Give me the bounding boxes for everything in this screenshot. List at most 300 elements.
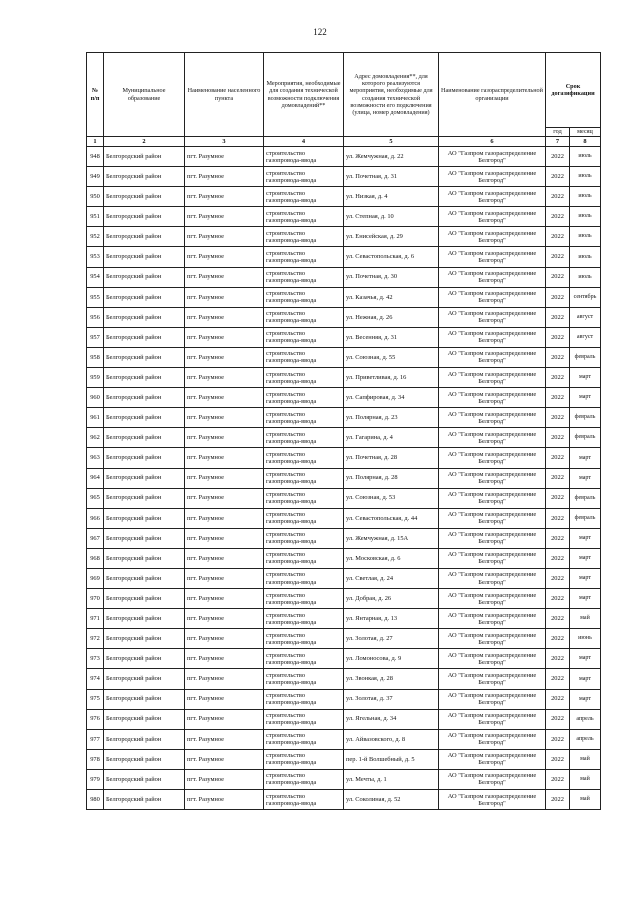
- header-settlement: Наименование населенного пункта: [185, 53, 264, 137]
- cell-addr: ул. Степная, д. 10: [344, 207, 439, 227]
- cell-act: строительство газопровода-ввода: [264, 307, 344, 327]
- cell-mun: Белгородский район: [104, 347, 185, 367]
- table-row: [87, 689, 601, 709]
- cell-set: пгт. Разумное: [185, 669, 264, 689]
- table-header: [87, 53, 601, 147]
- cell-month: март: [570, 468, 601, 488]
- cell-set: пгт. Разумное: [185, 307, 264, 327]
- cell-year: 2022: [546, 147, 570, 167]
- cell-org: АО "Газпром газораспределение Белгород": [439, 428, 546, 448]
- cell-n: 978: [87, 749, 104, 769]
- cell-n: 975: [87, 689, 104, 709]
- cell-addr: ул. Звонкая, д. 28: [344, 669, 439, 689]
- cell-mun: Белгородский район: [104, 388, 185, 408]
- cell-month: июль: [570, 187, 601, 207]
- cell-set: пгт. Разумное: [185, 428, 264, 448]
- cell-n: 976: [87, 709, 104, 729]
- column-index-cell: 1: [87, 137, 104, 147]
- cell-act: строительство газопровода-ввода: [264, 649, 344, 669]
- column-index-cell: 7: [546, 137, 570, 147]
- cell-year: 2022: [546, 187, 570, 207]
- cell-n: 971: [87, 609, 104, 629]
- cell-year: 2022: [546, 769, 570, 789]
- cell-org: АО "Газпром газораспределение Белгород": [439, 669, 546, 689]
- cell-addr: ул. Золотая, д. 27: [344, 629, 439, 649]
- cell-mun: Белгородский район: [104, 307, 185, 327]
- cell-month: апрель: [570, 729, 601, 749]
- cell-n: 948: [87, 147, 104, 167]
- cell-org: АО "Газпром газораспределение Белгород": [439, 247, 546, 267]
- cell-n: 954: [87, 267, 104, 287]
- cell-org: АО "Газпром газораспределение Белгород": [439, 408, 546, 428]
- table-row: [87, 769, 601, 789]
- cell-mun: Белгородский район: [104, 528, 185, 548]
- header-address: Адрес домовладения**, для которого реализуются мероприятия, необходимые для создания технической возможности его подключения (улица, номер домовладения): [344, 53, 439, 137]
- cell-addr: ул. Севастопольская, д. 6: [344, 247, 439, 267]
- column-index-cell: 6: [439, 137, 546, 147]
- cell-addr: ул. Нежная, д. 26: [344, 307, 439, 327]
- column-index-cell: 4: [264, 137, 344, 147]
- cell-month: февраль: [570, 488, 601, 508]
- cell-act: строительство газопровода-ввода: [264, 428, 344, 448]
- cell-year: 2022: [546, 448, 570, 468]
- cell-org: АО "Газпром газораспределение Белгород": [439, 347, 546, 367]
- cell-n: 973: [87, 649, 104, 669]
- cell-org: АО "Газпром газораспределение Белгород": [439, 729, 546, 749]
- header-deadline: Срок догазификации: [546, 53, 601, 128]
- cell-month: сентябрь: [570, 287, 601, 307]
- cell-act: строительство газопровода-ввода: [264, 749, 344, 769]
- table-row: [87, 669, 601, 689]
- cell-set: пгт. Разумное: [185, 649, 264, 669]
- cell-month: июль: [570, 147, 601, 167]
- cell-org: АО "Газпром газораспределение Белгород": [439, 147, 546, 167]
- cell-n: 960: [87, 388, 104, 408]
- header-num: № п/п: [87, 53, 104, 137]
- cell-addr: ул. Низкая, д. 4: [344, 187, 439, 207]
- cell-n: 962: [87, 428, 104, 448]
- cell-act: строительство газопровода-ввода: [264, 368, 344, 388]
- cell-year: 2022: [546, 709, 570, 729]
- cell-addr: ул. Ломоносова, д. 9: [344, 649, 439, 669]
- cell-month: май: [570, 790, 601, 810]
- cell-month: февраль: [570, 428, 601, 448]
- cell-org: АО "Газпром газораспределение Белгород": [439, 227, 546, 247]
- cell-act: строительство газопровода-ввода: [264, 347, 344, 367]
- cell-set: пгт. Разумное: [185, 609, 264, 629]
- cell-set: пгт. Разумное: [185, 769, 264, 789]
- cell-year: 2022: [546, 227, 570, 247]
- cell-set: пгт. Разумное: [185, 267, 264, 287]
- cell-org: АО "Газпром газораспределение Белгород": [439, 790, 546, 810]
- cell-act: строительство газопровода-ввода: [264, 790, 344, 810]
- table-row: [87, 488, 601, 508]
- cell-month: июль: [570, 267, 601, 287]
- cell-n: 955: [87, 287, 104, 307]
- cell-mun: Белгородский район: [104, 267, 185, 287]
- cell-n: 970: [87, 589, 104, 609]
- cell-month: февраль: [570, 508, 601, 528]
- cell-set: пгт. Разумное: [185, 528, 264, 548]
- cell-mun: Белгородский район: [104, 368, 185, 388]
- cell-set: пгт. Разумное: [185, 368, 264, 388]
- cell-set: пгт. Разумное: [185, 327, 264, 347]
- table-row: [87, 629, 601, 649]
- cell-act: строительство газопровода-ввода: [264, 729, 344, 749]
- cell-set: пгт. Разумное: [185, 468, 264, 488]
- cell-year: 2022: [546, 347, 570, 367]
- cell-month: март: [570, 528, 601, 548]
- table-row: [87, 729, 601, 749]
- cell-act: строительство газопровода-ввода: [264, 589, 344, 609]
- cell-act: строительство газопровода-ввода: [264, 287, 344, 307]
- cell-n: 949: [87, 167, 104, 187]
- cell-set: пгт. Разумное: [185, 207, 264, 227]
- cell-org: АО "Газпром газораспределение Белгород": [439, 528, 546, 548]
- cell-act: строительство газопровода-ввода: [264, 227, 344, 247]
- cell-mun: Белгородский район: [104, 609, 185, 629]
- cell-set: пгт. Разумное: [185, 147, 264, 167]
- cell-n: 963: [87, 448, 104, 468]
- cell-n: 964: [87, 468, 104, 488]
- cell-mun: Белгородский район: [104, 227, 185, 247]
- gasification-table: [86, 52, 601, 810]
- cell-org: АО "Газпром газораспределение Белгород": [439, 307, 546, 327]
- table-row: [87, 147, 601, 167]
- cell-set: пгт. Разумное: [185, 629, 264, 649]
- cell-month: июль: [570, 207, 601, 227]
- cell-year: 2022: [546, 428, 570, 448]
- cell-month: июль: [570, 167, 601, 187]
- cell-org: АО "Газпром газораспределение Белгород": [439, 287, 546, 307]
- table-row: [87, 327, 601, 347]
- cell-mun: Белгородский район: [104, 187, 185, 207]
- cell-act: строительство газопровода-ввода: [264, 629, 344, 649]
- cell-year: 2022: [546, 689, 570, 709]
- cell-org: АО "Газпром газораспределение Белгород": [439, 709, 546, 729]
- cell-mun: Белгородский район: [104, 669, 185, 689]
- cell-addr: ул. Золотая, д. 37: [344, 689, 439, 709]
- cell-act: строительство газопровода-ввода: [264, 769, 344, 789]
- table-row: [87, 368, 601, 388]
- cell-act: строительство газопровода-ввода: [264, 388, 344, 408]
- cell-org: АО "Газпром газораспределение Белгород": [439, 568, 546, 588]
- header-month: месяц: [570, 128, 601, 137]
- cell-month: август: [570, 327, 601, 347]
- table-row: [87, 468, 601, 488]
- cell-set: пгт. Разумное: [185, 287, 264, 307]
- cell-year: 2022: [546, 649, 570, 669]
- cell-set: пгт. Разумное: [185, 227, 264, 247]
- cell-n: 967: [87, 528, 104, 548]
- cell-addr: ул. Соколиная, д. 52: [344, 790, 439, 810]
- cell-act: строительство газопровода-ввода: [264, 528, 344, 548]
- cell-year: 2022: [546, 468, 570, 488]
- cell-month: март: [570, 568, 601, 588]
- cell-act: строительство газопровода-ввода: [264, 327, 344, 347]
- cell-n: 956: [87, 307, 104, 327]
- cell-org: АО "Газпром газораспределение Белгород": [439, 548, 546, 568]
- cell-n: 969: [87, 568, 104, 588]
- cell-month: август: [570, 307, 601, 327]
- cell-n: 957: [87, 327, 104, 347]
- cell-month: март: [570, 548, 601, 568]
- cell-org: АО "Газпром газораспределение Белгород": [439, 448, 546, 468]
- cell-act: строительство газопровода-ввода: [264, 508, 344, 528]
- cell-year: 2022: [546, 669, 570, 689]
- cell-act: строительство газопровода-ввода: [264, 689, 344, 709]
- table-row: [87, 709, 601, 729]
- cell-mun: Белгородский район: [104, 689, 185, 709]
- cell-year: 2022: [546, 729, 570, 749]
- column-index-cell: 5: [344, 137, 439, 147]
- cell-org: АО "Газпром газораспределение Белгород": [439, 609, 546, 629]
- cell-set: пгт. Разумное: [185, 568, 264, 588]
- cell-month: март: [570, 669, 601, 689]
- cell-addr: ул. Весенняя, д. 31: [344, 327, 439, 347]
- cell-month: апрель: [570, 709, 601, 729]
- cell-addr: ул. Почетная, д. 31: [344, 167, 439, 187]
- table-row: [87, 609, 601, 629]
- cell-addr: ул. Жемчужная, д. 15А: [344, 528, 439, 548]
- cell-year: 2022: [546, 568, 570, 588]
- cell-month: март: [570, 368, 601, 388]
- cell-act: строительство газопровода-ввода: [264, 709, 344, 729]
- cell-year: 2022: [546, 609, 570, 629]
- table-row: [87, 568, 601, 588]
- table-row: [87, 167, 601, 187]
- cell-org: АО "Газпром газораспределение Белгород": [439, 488, 546, 508]
- cell-mun: Белгородский район: [104, 548, 185, 568]
- cell-org: АО "Газпром газораспределение Белгород": [439, 167, 546, 187]
- table-row: [87, 227, 601, 247]
- cell-mun: Белгородский район: [104, 629, 185, 649]
- table-row: [87, 548, 601, 568]
- table-row: [87, 207, 601, 227]
- cell-n: 980: [87, 790, 104, 810]
- header-municipality: Муниципальное образование: [104, 53, 185, 137]
- cell-mun: Белгородский район: [104, 428, 185, 448]
- cell-year: 2022: [546, 488, 570, 508]
- page-number: 122: [313, 27, 327, 37]
- cell-month: июнь: [570, 629, 601, 649]
- cell-n: 951: [87, 207, 104, 227]
- cell-org: АО "Газпром газораспределение Белгород": [439, 689, 546, 709]
- table-row: [87, 307, 601, 327]
- cell-addr: ул. Московская, д. 6: [344, 548, 439, 568]
- cell-addr: ул. Янтарная, д. 13: [344, 609, 439, 629]
- cell-addr: ул. Почетная, д. 28: [344, 448, 439, 468]
- cell-org: АО "Газпром газораспределение Белгород": [439, 508, 546, 528]
- cell-addr: ул. Айвазовского, д. 8: [344, 729, 439, 749]
- cell-set: пгт. Разумное: [185, 548, 264, 568]
- cell-act: строительство газопровода-ввода: [264, 167, 344, 187]
- cell-mun: Белгородский район: [104, 790, 185, 810]
- cell-org: АО "Газпром газораспределение Белгород": [439, 327, 546, 347]
- cell-org: АО "Газпром газораспределение Белгород": [439, 468, 546, 488]
- cell-org: АО "Газпром газораспределение Белгород": [439, 187, 546, 207]
- cell-addr: ул. Полярная, д. 28: [344, 468, 439, 488]
- cell-set: пгт. Разумное: [185, 167, 264, 187]
- cell-year: 2022: [546, 207, 570, 227]
- cell-act: строительство газопровода-ввода: [264, 187, 344, 207]
- cell-mun: Белгородский район: [104, 468, 185, 488]
- cell-org: АО "Газпром газораспределение Белгород": [439, 368, 546, 388]
- cell-mun: Белгородский район: [104, 769, 185, 789]
- cell-year: 2022: [546, 629, 570, 649]
- cell-set: пгт. Разумное: [185, 388, 264, 408]
- cell-mun: Белгородский район: [104, 408, 185, 428]
- table-row: [87, 408, 601, 428]
- cell-n: 961: [87, 408, 104, 428]
- cell-act: строительство газопровода-ввода: [264, 448, 344, 468]
- cell-set: пгт. Разумное: [185, 488, 264, 508]
- cell-mun: Белгородский район: [104, 749, 185, 769]
- cell-month: июль: [570, 227, 601, 247]
- cell-set: пгт. Разумное: [185, 709, 264, 729]
- cell-month: март: [570, 649, 601, 669]
- cell-month: март: [570, 589, 601, 609]
- cell-set: пгт. Разумное: [185, 508, 264, 528]
- cell-org: АО "Газпром газораспределение Белгород": [439, 589, 546, 609]
- cell-n: 958: [87, 347, 104, 367]
- cell-set: пгт. Разумное: [185, 689, 264, 709]
- cell-addr: ул. Севастопольская, д. 44: [344, 508, 439, 528]
- cell-year: 2022: [546, 749, 570, 769]
- cell-n: 953: [87, 247, 104, 267]
- cell-mun: Белгородский район: [104, 287, 185, 307]
- cell-year: 2022: [546, 167, 570, 187]
- cell-mun: Белгородский район: [104, 488, 185, 508]
- cell-org: АО "Газпром газораспределение Белгород": [439, 388, 546, 408]
- table-row: [87, 649, 601, 669]
- header-measures: Мероприятия, необходимые для создания технической возможности подключения домовладений**: [264, 53, 344, 137]
- cell-year: 2022: [546, 790, 570, 810]
- cell-month: май: [570, 749, 601, 769]
- cell-set: пгт. Разумное: [185, 729, 264, 749]
- cell-year: 2022: [546, 307, 570, 327]
- cell-act: строительство газопровода-ввода: [264, 548, 344, 568]
- cell-n: 977: [87, 729, 104, 749]
- table-row: [87, 749, 601, 769]
- cell-act: строительство газопровода-ввода: [264, 468, 344, 488]
- cell-set: пгт. Разумное: [185, 347, 264, 367]
- cell-year: 2022: [546, 408, 570, 428]
- cell-mun: Белгородский район: [104, 327, 185, 347]
- cell-mun: Белгородский район: [104, 709, 185, 729]
- cell-org: АО "Газпром газораспределение Белгород": [439, 629, 546, 649]
- cell-mun: Белгородский район: [104, 568, 185, 588]
- cell-set: пгт. Разумное: [185, 448, 264, 468]
- table-row: [87, 790, 601, 810]
- cell-addr: ул. Почетная, д. 30: [344, 267, 439, 287]
- table-row: [87, 428, 601, 448]
- cell-month: май: [570, 609, 601, 629]
- cell-n: 959: [87, 368, 104, 388]
- cell-month: март: [570, 448, 601, 468]
- cell-act: строительство газопровода-ввода: [264, 207, 344, 227]
- table-body: [87, 147, 601, 810]
- cell-addr: ул. Жемчужная, д. 22: [344, 147, 439, 167]
- cell-act: строительство газопровода-ввода: [264, 267, 344, 287]
- cell-n: 972: [87, 629, 104, 649]
- cell-month: июль: [570, 247, 601, 267]
- table-row: [87, 287, 601, 307]
- cell-n: 968: [87, 548, 104, 568]
- cell-month: февраль: [570, 408, 601, 428]
- cell-mun: Белгородский район: [104, 147, 185, 167]
- header-year: год: [546, 128, 570, 137]
- cell-addr: ул. Енисейская, д. 29: [344, 227, 439, 247]
- cell-mun: Белгородский район: [104, 247, 185, 267]
- cell-addr: ул. Светлая, д. 24: [344, 568, 439, 588]
- cell-addr: ул. Мечты, д. 1: [344, 769, 439, 789]
- cell-addr: ул. Казачья, д. 42: [344, 287, 439, 307]
- cell-org: АО "Газпром газораспределение Белгород": [439, 267, 546, 287]
- cell-addr: ул. Гагарина, д. 4: [344, 428, 439, 448]
- cell-mun: Белгородский район: [104, 649, 185, 669]
- cell-addr: ул. Союзная, д. 55: [344, 347, 439, 367]
- cell-n: 950: [87, 187, 104, 207]
- table-row: [87, 267, 601, 287]
- cell-set: пгт. Разумное: [185, 247, 264, 267]
- cell-act: строительство газопровода-ввода: [264, 408, 344, 428]
- column-index-cell: 2: [104, 137, 185, 147]
- cell-month: май: [570, 769, 601, 789]
- column-index-cell: 8: [570, 137, 601, 147]
- column-index-row: [87, 137, 601, 147]
- cell-year: 2022: [546, 247, 570, 267]
- cell-set: пгт. Разумное: [185, 408, 264, 428]
- cell-mun: Белгородский район: [104, 729, 185, 749]
- cell-n: 979: [87, 769, 104, 789]
- cell-mun: Белгородский район: [104, 589, 185, 609]
- cell-n: 952: [87, 227, 104, 247]
- cell-year: 2022: [546, 388, 570, 408]
- cell-org: АО "Газпром газораспределение Белгород": [439, 749, 546, 769]
- cell-addr: ул. Ягельная, д. 34: [344, 709, 439, 729]
- table-row: [87, 347, 601, 367]
- cell-org: АО "Газпром газораспределение Белгород": [439, 769, 546, 789]
- cell-n: 966: [87, 508, 104, 528]
- cell-year: 2022: [546, 267, 570, 287]
- cell-mun: Белгородский район: [104, 167, 185, 187]
- header-organization: Наименование газораспределительной организации: [439, 53, 546, 137]
- cell-year: 2022: [546, 589, 570, 609]
- cell-org: АО "Газпром газораспределение Белгород": [439, 649, 546, 669]
- table-row: [87, 448, 601, 468]
- cell-addr: ул. Союзная, д. 53: [344, 488, 439, 508]
- cell-addr: ул. Добрая, д. 26: [344, 589, 439, 609]
- cell-addr: ул. Приветливая, д. 16: [344, 368, 439, 388]
- cell-act: строительство газопровода-ввода: [264, 669, 344, 689]
- cell-set: пгт. Разумное: [185, 749, 264, 769]
- cell-n: 965: [87, 488, 104, 508]
- cell-set: пгт. Разумное: [185, 187, 264, 207]
- cell-act: строительство газопровода-ввода: [264, 609, 344, 629]
- cell-addr: ул. Полярная, д. 23: [344, 408, 439, 428]
- cell-set: пгт. Разумное: [185, 589, 264, 609]
- cell-month: март: [570, 689, 601, 709]
- table-row: [87, 508, 601, 528]
- cell-month: февраль: [570, 347, 601, 367]
- cell-year: 2022: [546, 528, 570, 548]
- cell-year: 2022: [546, 508, 570, 528]
- cell-mun: Белгородский район: [104, 508, 185, 528]
- cell-mun: Белгородский район: [104, 207, 185, 227]
- cell-act: строительство газопровода-ввода: [264, 568, 344, 588]
- cell-n: 974: [87, 669, 104, 689]
